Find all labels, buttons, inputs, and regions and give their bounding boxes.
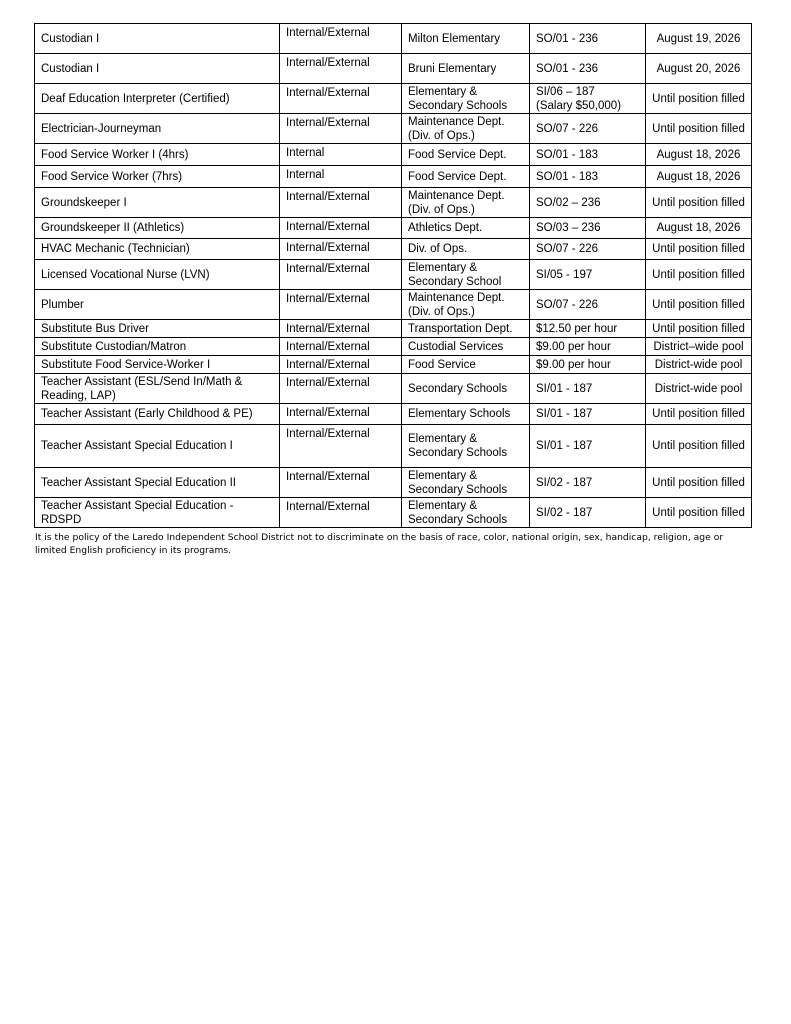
table-row xyxy=(35,425,752,468)
posting-type-cell: Internal/External xyxy=(280,290,402,320)
location-cell: Food Service Dept. xyxy=(402,144,530,166)
deadline-cell: Until position filled xyxy=(646,498,752,528)
table-row xyxy=(35,468,752,498)
location-cell: Maintenance Dept. (Div. of Ops.) xyxy=(402,188,530,218)
posting-type-cell: Internal/External xyxy=(280,404,402,425)
salary-cell: SI/01 - 187 xyxy=(530,404,646,425)
position-cell: Teacher Assistant Special Education - RDSPD xyxy=(35,498,280,528)
salary-cell: SO/02 – 236 xyxy=(530,188,646,218)
deadline-cell: Until position filled xyxy=(646,239,752,260)
position-cell: Food Service Worker I (4hrs) xyxy=(35,144,280,166)
posting-type-cell: Internal/External xyxy=(280,24,402,54)
deadline-cell: August 18, 2026 xyxy=(646,144,752,166)
position-cell: Custodian I xyxy=(35,24,280,54)
deadline-cell: District-wide pool xyxy=(646,356,752,374)
deadline-cell: Until position filled xyxy=(646,468,752,498)
position-cell: Teacher Assistant Special Education I xyxy=(35,425,280,468)
posting-type-cell: Internal/External xyxy=(280,338,402,356)
salary-cell: SI/02 - 187 xyxy=(530,468,646,498)
table-row xyxy=(35,374,752,404)
location-cell: Maintenance Dept. (Div. of Ops.) xyxy=(402,290,530,320)
salary-cell: SI/02 - 187 xyxy=(530,498,646,528)
job-postings-table xyxy=(34,23,752,528)
deadline-cell: District-wide pool xyxy=(646,374,752,404)
salary-cell: SO/01 - 183 xyxy=(530,166,646,188)
location-cell: Custodial Services xyxy=(402,338,530,356)
position-cell: Custodian I xyxy=(35,54,280,84)
salary-cell: $12.50 per hour xyxy=(530,320,646,338)
posting-type-cell: Internal/External xyxy=(280,260,402,290)
deadline-cell: Until position filled xyxy=(646,260,752,290)
table-row xyxy=(35,166,752,188)
location-cell: Elementary & Secondary Schools xyxy=(402,84,530,114)
salary-cell: SO/03 – 236 xyxy=(530,218,646,239)
posting-type-cell: Internal/External xyxy=(280,54,402,84)
location-cell: Maintenance Dept. (Div. of Ops.) xyxy=(402,114,530,144)
location-cell: Elementary & Secondary Schools xyxy=(402,425,530,468)
deadline-cell: District–wide pool xyxy=(646,338,752,356)
table-row xyxy=(35,338,752,356)
table-row xyxy=(35,320,752,338)
salary-cell: $9.00 per hour xyxy=(530,338,646,356)
posting-type-cell: Internal/External xyxy=(280,356,402,374)
location-cell: Elementary Schools xyxy=(402,404,530,425)
posting-type-cell: Internal/External xyxy=(280,188,402,218)
position-cell: Electrician-Journeyman xyxy=(35,114,280,144)
table-row xyxy=(35,84,752,114)
position-cell: Plumber xyxy=(35,290,280,320)
position-cell: Substitute Bus Driver xyxy=(35,320,280,338)
location-cell: Milton Elementary xyxy=(402,24,530,54)
position-cell: Groundskeeper I xyxy=(35,188,280,218)
position-cell: Deaf Education Interpreter (Certified) xyxy=(35,84,280,114)
job-postings-body xyxy=(35,24,752,528)
table-row xyxy=(35,54,752,84)
posting-type-cell: Internal/External xyxy=(280,468,402,498)
position-cell: Food Service Worker (7hrs) xyxy=(35,166,280,188)
posting-type-cell: Internal/External xyxy=(280,320,402,338)
salary-cell: SI/01 - 187 xyxy=(530,374,646,404)
location-cell: Bruni Elementary xyxy=(402,54,530,84)
table-row xyxy=(35,114,752,144)
deadline-cell: August 19, 2026 xyxy=(646,24,752,54)
posting-type-cell: Internal/External xyxy=(280,114,402,144)
posting-type-cell: Internal/External xyxy=(280,84,402,114)
position-cell: Licensed Vocational Nurse (LVN) xyxy=(35,260,280,290)
posting-type-cell: Internal/External xyxy=(280,239,402,260)
location-cell: Div. of Ops. xyxy=(402,239,530,260)
table-row xyxy=(35,218,752,239)
position-cell: HVAC Mechanic (Technician) xyxy=(35,239,280,260)
location-cell: Elementary & Secondary Schools xyxy=(402,498,530,528)
salary-cell: SO/07 - 226 xyxy=(530,239,646,260)
deadline-cell: Until position filled xyxy=(646,188,752,218)
location-cell: Food Service Dept. xyxy=(402,166,530,188)
posting-type-cell: Internal xyxy=(280,144,402,166)
table-row xyxy=(35,239,752,260)
salary-cell: SO/01 - 236 xyxy=(530,24,646,54)
location-cell: Elementary & Secondary Schools xyxy=(402,468,530,498)
nondiscrimination-policy: It is the policy of the Laredo Independent School District not to discriminate on the basis of race, color, national origin, sex, handicap, religion, age or limited English proficiency in its programs. xyxy=(35,532,724,556)
posting-type-cell: Internal/External xyxy=(280,218,402,239)
location-cell: Elementary & Secondary School xyxy=(402,260,530,290)
deadline-cell: Until position filled xyxy=(646,320,752,338)
table-row xyxy=(35,356,752,374)
deadline-cell: Until position filled xyxy=(646,404,752,425)
salary-cell: SI/06 – 187 (Salary $50,000) xyxy=(530,84,646,114)
position-cell: Substitute Food Service-Worker I xyxy=(35,356,280,374)
posting-type-cell: Internal/External xyxy=(280,425,402,468)
salary-cell: SO/01 - 236 xyxy=(530,54,646,84)
location-cell: Secondary Schools xyxy=(402,374,530,404)
deadline-cell: August 20, 2026 xyxy=(646,54,752,84)
salary-cell: SO/07 - 226 xyxy=(530,290,646,320)
salary-cell: SO/07 - 226 xyxy=(530,114,646,144)
location-cell: Transportation Dept. xyxy=(402,320,530,338)
posting-type-cell: Internal/External xyxy=(280,498,402,528)
deadline-cell: August 18, 2026 xyxy=(646,166,752,188)
posting-type-cell: Internal/External xyxy=(280,374,402,404)
table-row xyxy=(35,188,752,218)
table-row xyxy=(35,404,752,425)
location-cell: Food Service xyxy=(402,356,530,374)
position-cell: Groundskeeper II (Athletics) xyxy=(35,218,280,239)
location-cell: Athletics Dept. xyxy=(402,218,530,239)
salary-cell: $9.00 per hour xyxy=(530,356,646,374)
salary-cell: SI/05 - 197 xyxy=(530,260,646,290)
deadline-cell: Until position filled xyxy=(646,84,752,114)
deadline-cell: Until position filled xyxy=(646,290,752,320)
table-row xyxy=(35,144,752,166)
table-row xyxy=(35,260,752,290)
table-row xyxy=(35,498,752,528)
deadline-cell: August 18, 2026 xyxy=(646,218,752,239)
deadline-cell: Until position filled xyxy=(646,425,752,468)
table-row xyxy=(35,24,752,54)
salary-cell: SI/01 - 187 xyxy=(530,425,646,468)
position-cell: Substitute Custodian/Matron xyxy=(35,338,280,356)
salary-cell: SO/01 - 183 xyxy=(530,144,646,166)
table-row xyxy=(35,290,752,320)
position-cell: Teacher Assistant (ESL/Send In/Math & Reading, LAP) xyxy=(35,374,280,404)
position-cell: Teacher Assistant (Early Childhood & PE) xyxy=(35,404,280,425)
deadline-cell: Until position filled xyxy=(646,114,752,144)
posting-type-cell: Internal xyxy=(280,166,402,188)
position-cell: Teacher Assistant Special Education II xyxy=(35,468,280,498)
